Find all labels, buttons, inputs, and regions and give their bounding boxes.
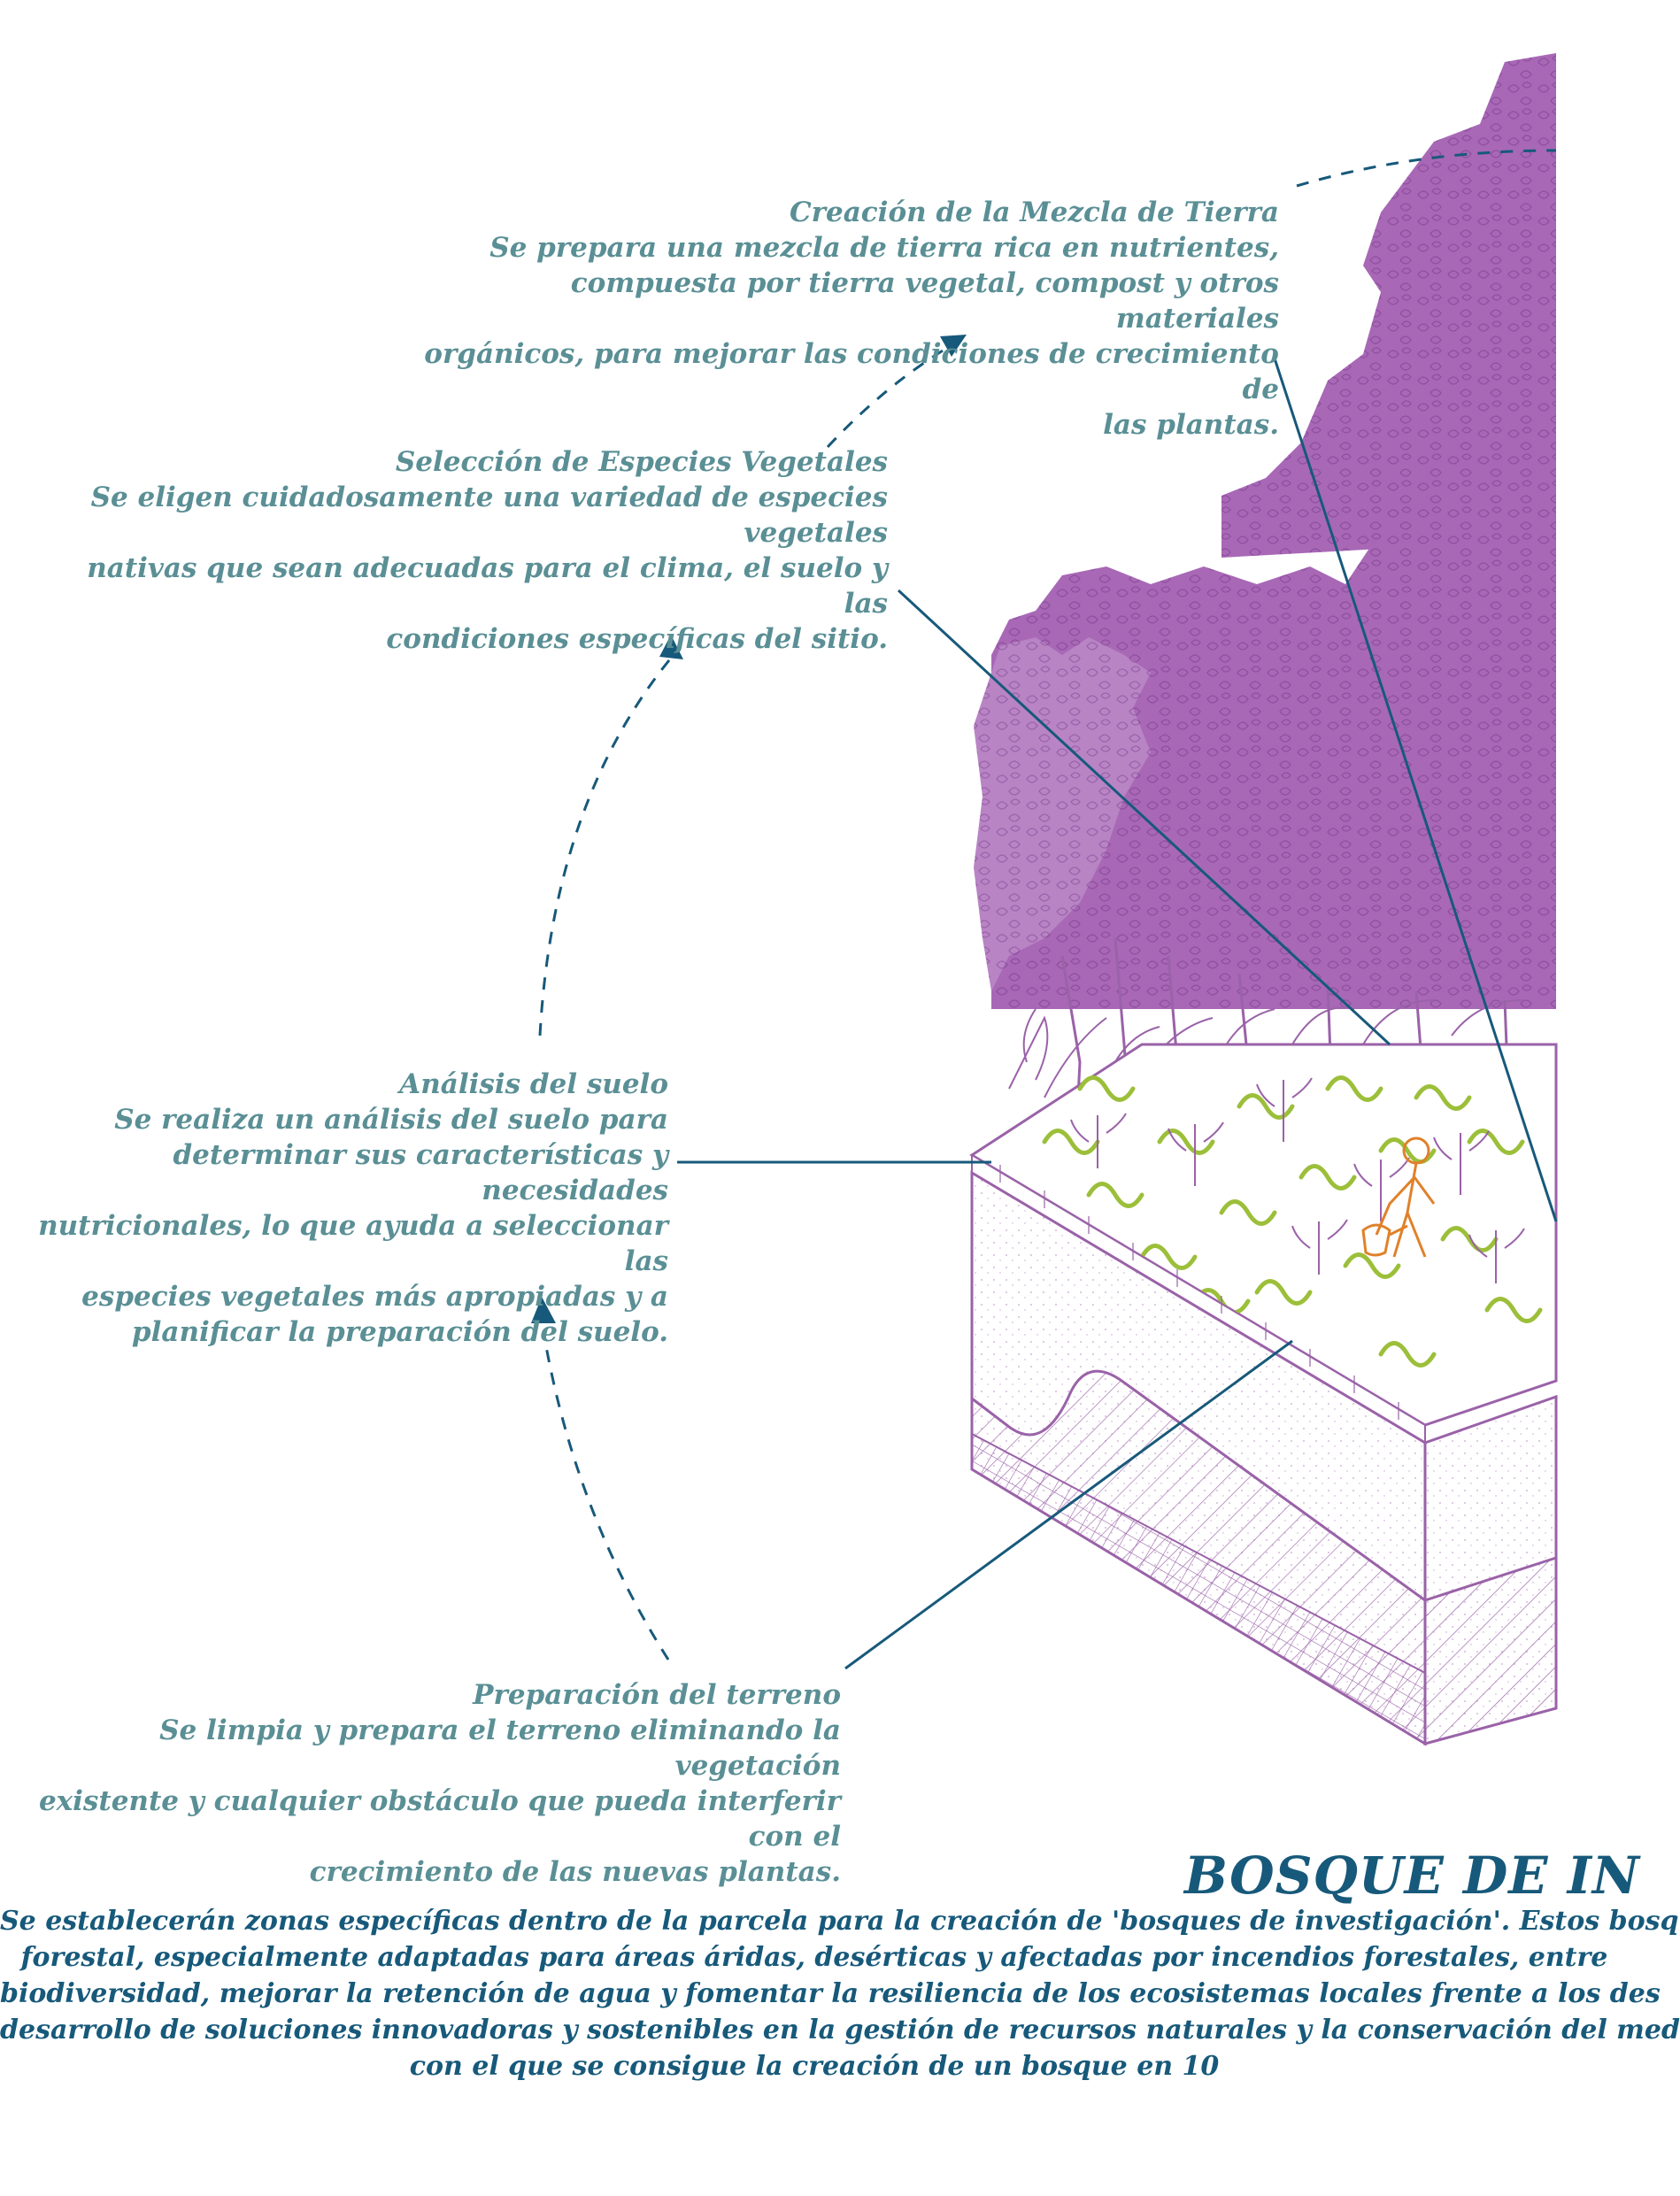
step-line: orgánicos, para mejorar las condiciones de crecimiento de [424,338,1279,405]
section-description [0,1903,1680,2084]
step-line: crecimiento de las nuevas plantas. [309,1856,841,1888]
step-title: Creación de la Mezcla de Tierra [789,196,1279,228]
step-line: determinar sus características y necesidades [173,1139,668,1206]
step-line: planificar la preparación del suelo. [131,1316,668,1348]
step-line: Se prepara una mezcla de tierra rica en nutrientes, [489,232,1279,264]
description-line: forestal, especialmente adaptadas para áreas áridas, desérticas y afectadas por incendios forestales, entre [20,1942,1608,1973]
step-terrain-preparation [35,1677,841,1890]
step-line: Se eligen cuidadosamente una variedad de especies vegetales [90,482,888,549]
description-line: biodiversidad, mejorar la retención de agua y fomentar la resiliencia de los ecosistemas locales frente a los des [0,1978,1661,2009]
step-species-selection [35,444,888,657]
description-line: Se establecerán zonas específicas dentro de la parcela para la creación de 'bosques de investigación'. Estos bosq [0,1906,1679,1937]
step-soil-mix [407,195,1279,443]
step-line: compuesta por tierra vegetal, compost y otros materiales [570,267,1279,335]
step-line: especies vegetales más apropiadas y a [81,1281,668,1313]
step-line: Se limpia y prepara el terreno eliminando la vegetación [159,1714,841,1782]
step-line: Se realiza un análisis del suelo para [114,1104,668,1136]
section-title: BOSQUE DE IN [1184,1845,1640,1906]
step-line: condiciones específicas del sitio. [386,623,888,655]
step-soil-analysis [35,1067,668,1350]
step-line: nativas que sean adecuadas para el clima, el suelo y las [87,552,888,620]
step-line: existente y cualquier obstáculo que pueda interferir con el [38,1785,841,1853]
step-title: Análisis del suelo [399,1068,668,1100]
description-line: desarrollo de soluciones innovadoras y sostenibles en la gestión de recursos naturales y la conservación del med [0,2015,1680,2046]
step-title: Selección de Especies Vegetales [395,446,888,478]
step-title: Preparación del terreno [473,1679,841,1711]
step-line: nutricionales, lo que ayuda a seleccionar las [38,1210,668,1277]
description-line: con el que se consigue la creación de un bosque en 10 [409,2051,1220,2082]
step-line: las plantas. [1103,409,1279,441]
soil-block [972,1044,1556,1744]
